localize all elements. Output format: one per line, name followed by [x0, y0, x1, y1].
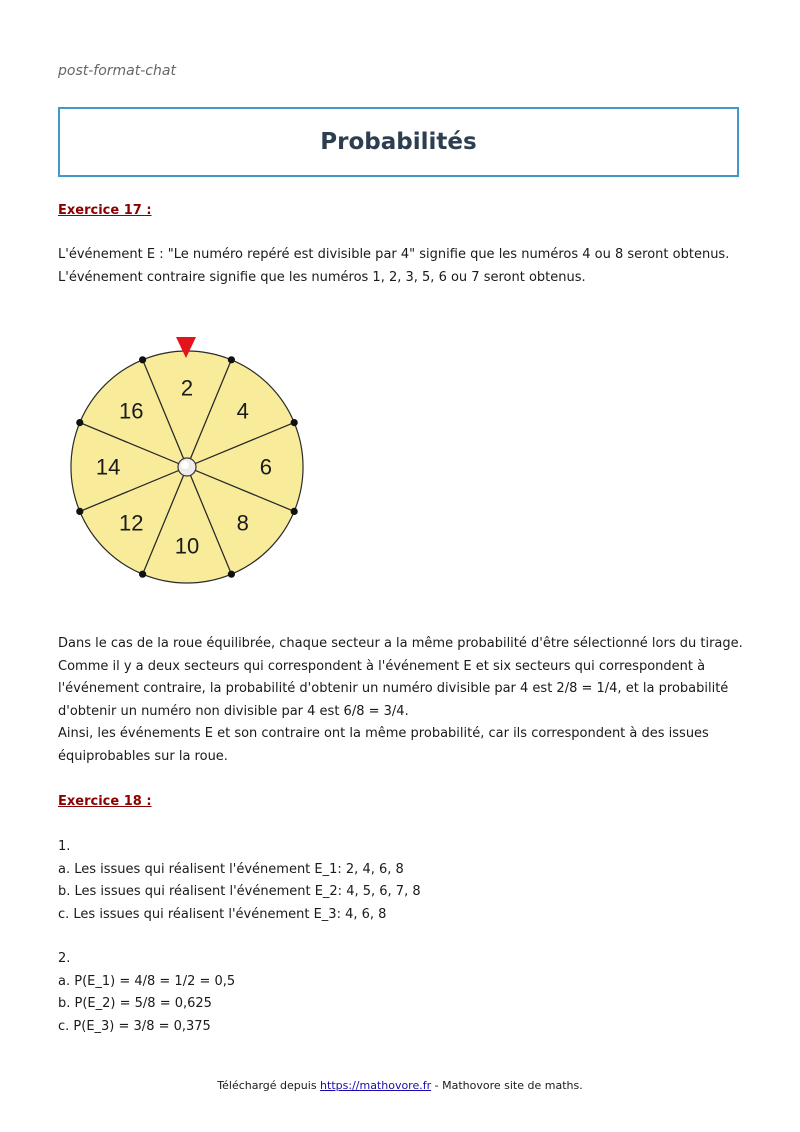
- wheel-number-label: 4: [236, 398, 249, 424]
- wheel-peg: [291, 419, 298, 426]
- part1-label: 1.: [58, 839, 71, 854]
- footer: [0, 1079, 800, 1092]
- wheel-number-label: 16: [118, 398, 144, 424]
- part1-line: b. Les issues qui réalisent l'événement E_2: 4, 5, 6, 7, 8: [58, 884, 421, 899]
- explanation-line: équiprobables sur la roue.: [58, 748, 228, 764]
- wheel-number-label: 6: [259, 454, 273, 480]
- exercise-17-explanation: [58, 633, 748, 768]
- footer-link[interactable]: https://mathovore.fr: [320, 1079, 432, 1092]
- exercise-17-heading: Exercice 17 :: [58, 203, 152, 218]
- exercise-17-intro: [58, 244, 748, 289]
- wheel-number-label: 14: [95, 454, 121, 480]
- wheel-peg: [76, 419, 83, 426]
- part2-line: b. P(E_2) = 5/8 = 0,625: [58, 996, 212, 1011]
- explanation-line: d'obtenir un numéro non divisible par 4 est 6/8 = 3/4.: [58, 703, 409, 719]
- footer-suffix: - Mathovore site de maths.: [431, 1079, 583, 1092]
- exercise-18-part2: [58, 948, 748, 1038]
- explanation-line: Comme il y a deux secteurs qui correspondent à l'événement E et six secteurs qui correspondent à: [58, 658, 706, 674]
- exercise-18-heading: Exercice 18 :: [58, 794, 152, 809]
- spinner-wheel: [65, 333, 310, 593]
- part1-line: a. Les issues qui réalisent l'événement E_1: 2, 4, 6, 8: [58, 861, 404, 877]
- explanation-line: Ainsi, les événements E et son contraire ont la même probabilité, car ils correspondent à des issues: [58, 726, 709, 741]
- part2-label: 2.: [58, 951, 71, 966]
- wheel-number-label: 8: [236, 510, 249, 536]
- wheel-peg: [228, 356, 235, 363]
- wheel-peg: [139, 571, 146, 578]
- explanation-line: Dans le cas de la roue équilibrée, chaque secteur a la même probabilité d'être sélectionné lors du tirage.: [58, 636, 743, 651]
- page-title: Probabilités: [320, 129, 477, 155]
- wheel-peg: [291, 508, 298, 515]
- wheel-number-label: 10: [174, 533, 200, 559]
- wheel-number-label: 12: [118, 510, 144, 536]
- wheel-peg: [139, 356, 146, 363]
- explanation-line: l'événement contraire, la probabilité d'obtenir un numéro divisible par 4 est 2/8 = 1/4, et la probabilité: [58, 681, 729, 696]
- wheel-peg: [76, 508, 83, 515]
- exercise-18-part1: [58, 836, 748, 926]
- intro-line: L'événement E : "Le numéro repéré est divisible par 4" signifie que les numéros 4 ou 8 seront obtenus.: [58, 247, 730, 262]
- footer-prefix: Téléchargé depuis: [217, 1079, 321, 1092]
- header-tag: post-format-chat: [58, 63, 176, 79]
- part2-line: a. P(E_1) = 4/8 = 1/2 = 0,5: [58, 973, 236, 989]
- wheel-hub-highlight: [181, 461, 189, 469]
- wheel-number-label: 2: [180, 375, 194, 401]
- part2-line: c. P(E_3) = 3/8 = 0,375: [58, 1018, 211, 1034]
- intro-line: L'événement contraire signifie que les numéros 1, 2, 3, 5, 6 ou 7 seront obtenus.: [58, 269, 586, 285]
- part1-line: c. Les issues qui réalisent l'événement E_3: 4, 6, 8: [58, 906, 387, 922]
- title-box: [58, 107, 739, 177]
- wheel-peg: [228, 571, 235, 578]
